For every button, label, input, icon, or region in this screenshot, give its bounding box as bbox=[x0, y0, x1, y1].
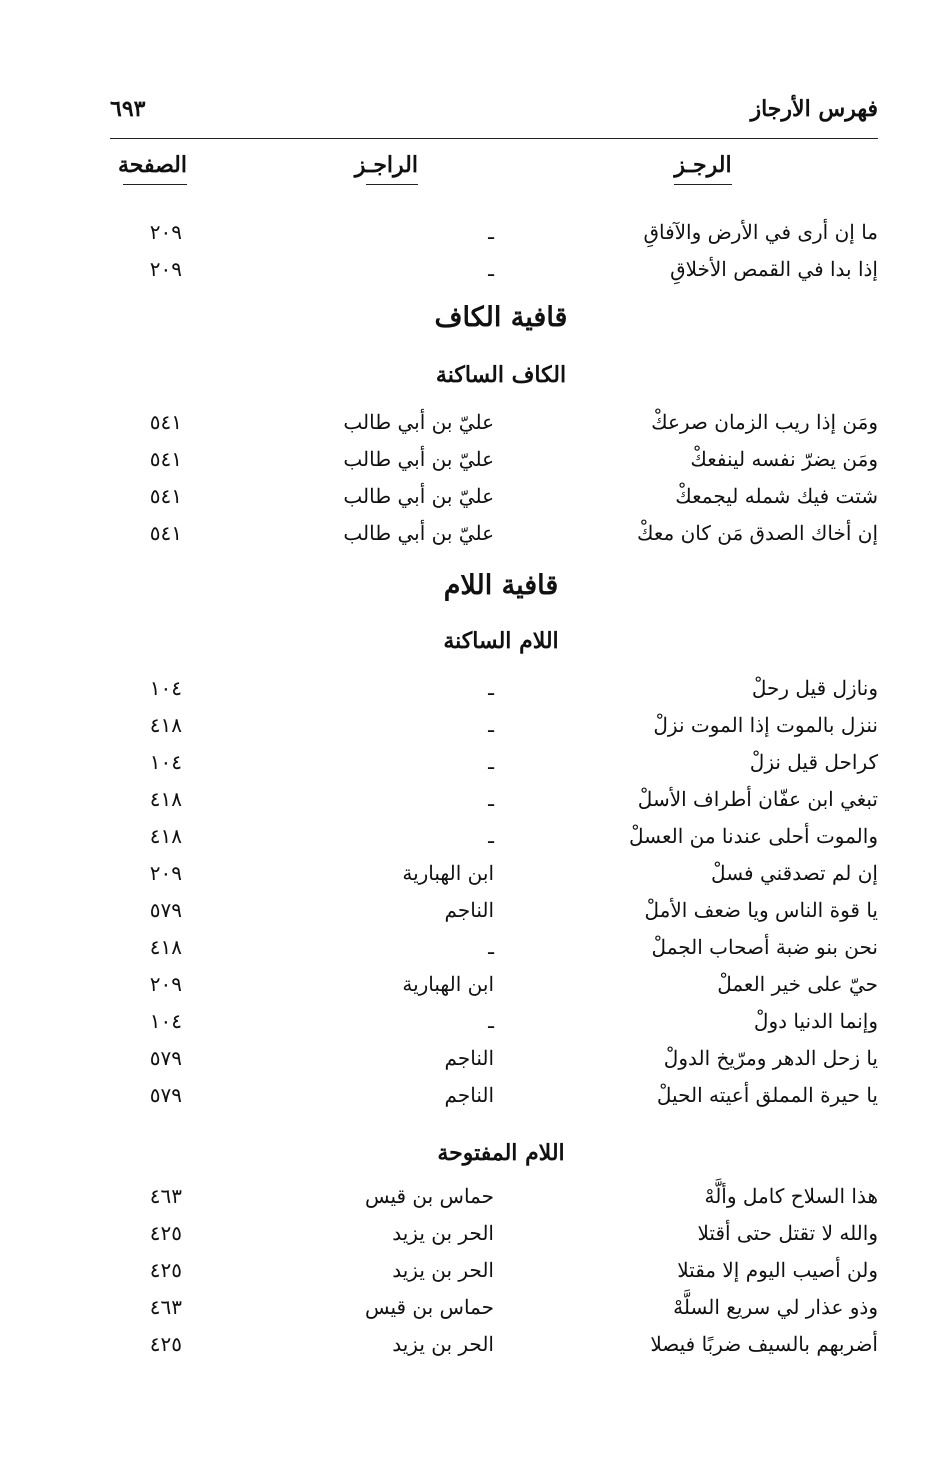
poet-name: ـ bbox=[488, 1009, 494, 1033]
poet-name: حماس بن قيس bbox=[364, 1295, 494, 1319]
index-row bbox=[0, 898, 950, 936]
poet-name: عليّ بن أبي طالب bbox=[343, 484, 494, 508]
page-ref: ٥٧٩ bbox=[149, 1046, 182, 1070]
index-row bbox=[0, 447, 950, 485]
index-row bbox=[0, 861, 950, 899]
verse-text: يا زحل الدهر ومرّيخ الدولْ bbox=[663, 1046, 878, 1070]
verse-text: ومَن يضرّ نفسه لينفعكْ bbox=[690, 447, 878, 471]
poet-name: ابن الهبارية bbox=[402, 972, 494, 996]
verse-text: شتت فيك شمله ليجمعكْ bbox=[675, 484, 878, 508]
column-header-page bbox=[117, 152, 187, 185]
verse-text: تبغي ابن عفّان أطراف الأسلْ bbox=[637, 787, 878, 811]
index-row bbox=[0, 1221, 950, 1259]
poet-name: الحر بن يزيد bbox=[392, 1332, 494, 1356]
poet-name: ـ bbox=[488, 787, 494, 811]
verse-text: ولن أصيب اليوم إلا مقتلا bbox=[677, 1258, 878, 1282]
poet-name: ـ bbox=[488, 824, 494, 848]
index-row bbox=[0, 972, 950, 1010]
verse-text: إذا بدا في القمص الأخلاقِ bbox=[670, 257, 878, 281]
section-heading-major bbox=[0, 570, 950, 601]
index-row bbox=[0, 1295, 950, 1333]
index-row bbox=[0, 484, 950, 522]
page-ref: ٥٧٩ bbox=[149, 898, 182, 922]
poet-name: الناجم bbox=[444, 1083, 494, 1107]
page-ref: ٤٢٥ bbox=[149, 1258, 182, 1282]
verse-text: يا حيرة المملق أعيته الحيلْ bbox=[656, 1083, 878, 1107]
index-row bbox=[0, 1009, 950, 1047]
page-ref: ١٠٤ bbox=[149, 1009, 182, 1033]
verse-text: نحن بنو ضبة أصحاب الجملْ bbox=[651, 935, 878, 959]
poet-name: الحر بن يزيد bbox=[392, 1221, 494, 1245]
verse-text: والموت أحلى عندنا من العسلْ bbox=[628, 824, 878, 848]
page-ref: ١٠٤ bbox=[149, 750, 182, 774]
index-row bbox=[0, 787, 950, 825]
poet-name: ـ bbox=[488, 676, 494, 700]
index-row bbox=[0, 220, 950, 258]
poet-name: ـ bbox=[488, 220, 494, 244]
index-row bbox=[0, 1046, 950, 1084]
column-header-rajaz bbox=[674, 152, 732, 185]
poet-name: عليّ بن أبي طالب bbox=[343, 410, 494, 434]
section-heading-minor bbox=[0, 362, 950, 388]
column-header-underline bbox=[366, 184, 418, 185]
verse-text: ونازل قيل رحلْ bbox=[751, 676, 878, 700]
index-row bbox=[0, 410, 950, 448]
poet-name: عليّ بن أبي طالب bbox=[343, 447, 494, 471]
verse-text: ننزل بالموت إذا الموت نزلْ bbox=[653, 713, 878, 737]
index-row bbox=[0, 1332, 950, 1370]
verse-text: حيّ على خير العملْ bbox=[717, 972, 878, 996]
page-ref: ٤٢٥ bbox=[149, 1332, 182, 1356]
page-ref: ٢٠٩ bbox=[149, 861, 182, 885]
index-row bbox=[0, 713, 950, 751]
poet-name: ـ bbox=[488, 257, 494, 281]
page-ref: ٢٠٩ bbox=[149, 257, 182, 281]
running-head-title: فهرس الأرجاز bbox=[750, 96, 878, 122]
verse-text: والله لا تقتل حتى أقتلا bbox=[697, 1221, 878, 1245]
poet-name: ـ bbox=[488, 713, 494, 737]
poet-name: حماس بن قيس bbox=[364, 1184, 494, 1208]
index-row bbox=[0, 1083, 950, 1121]
verse-text: ومَن إذا ريب الزمان صرعكْ bbox=[651, 410, 878, 434]
column-header-raajiz bbox=[354, 152, 418, 185]
index-row bbox=[0, 676, 950, 714]
page-ref: ٢٠٩ bbox=[149, 220, 182, 244]
index-row bbox=[0, 1258, 950, 1296]
poet-name: الحر بن يزيد bbox=[392, 1258, 494, 1282]
header-rule bbox=[110, 138, 878, 139]
verse-text: أضربهم بالسيف ضربًا فيصلا bbox=[650, 1332, 878, 1356]
page-ref: ٥٤١ bbox=[149, 484, 182, 508]
verse-text: يا قوة الناس ويا ضعف الأملْ bbox=[644, 898, 878, 922]
running-head bbox=[110, 96, 878, 136]
verse-text: إن أخاك الصدق مَن كان معكْ bbox=[637, 521, 878, 545]
page-ref: ٤٦٣ bbox=[149, 1184, 182, 1208]
page-ref: ٤١٨ bbox=[149, 713, 182, 737]
column-header-underline bbox=[674, 184, 732, 185]
section-heading-major bbox=[0, 302, 950, 333]
page-ref: ٤٢٥ bbox=[149, 1221, 182, 1245]
verse-text: كراحل قيل نزلْ bbox=[749, 750, 878, 774]
page-ref: ٥٤١ bbox=[149, 410, 182, 434]
verse-text: وإنما الدنيا دولْ bbox=[753, 1009, 878, 1033]
poet-name: الناجم bbox=[444, 1046, 494, 1070]
page-ref: ٤١٨ bbox=[149, 935, 182, 959]
section-title: اللام المفتوحة bbox=[437, 1140, 565, 1166]
section-heading-minor bbox=[0, 628, 950, 654]
verse-text: وذو عذار لي سريع السلَّهْ bbox=[673, 1295, 878, 1319]
page-number: ٦٩٣ bbox=[110, 96, 146, 122]
page-ref: ٤١٨ bbox=[149, 824, 182, 848]
column-header-underline bbox=[123, 184, 187, 185]
section-title: اللام الساكنة bbox=[443, 628, 559, 654]
section-heading-minor bbox=[0, 1140, 950, 1166]
page-ref: ٥٤١ bbox=[149, 521, 182, 545]
column-header-rajaz-label: الرجـز bbox=[674, 152, 732, 178]
index-row bbox=[0, 750, 950, 788]
poet-name: ـ bbox=[488, 935, 494, 959]
poet-name: الناجم bbox=[444, 898, 494, 922]
page-ref: ١٠٤ bbox=[149, 676, 182, 700]
verse-text: هذا السلاح كامل وألَّهْ bbox=[704, 1184, 878, 1208]
column-header-raajiz-label: الراجـز bbox=[354, 152, 418, 178]
index-row bbox=[0, 935, 950, 973]
page-ref: ٥٧٩ bbox=[149, 1083, 182, 1107]
poet-name: عليّ بن أبي طالب bbox=[343, 521, 494, 545]
section-title: قافية الكاف bbox=[434, 302, 568, 333]
index-row bbox=[0, 1184, 950, 1222]
index-row bbox=[0, 257, 950, 295]
page-ref: ٥٤١ bbox=[149, 447, 182, 471]
section-title: الكاف الساكنة bbox=[435, 362, 567, 388]
column-header-page-label: الصفحة bbox=[117, 152, 187, 178]
poet-name: ـ bbox=[488, 750, 494, 774]
page-ref: ٤١٨ bbox=[149, 787, 182, 811]
index-row bbox=[0, 521, 950, 559]
index-row bbox=[0, 824, 950, 862]
page-ref: ٢٠٩ bbox=[149, 972, 182, 996]
verse-text: إن لم تصدقني فسلْ bbox=[711, 861, 878, 885]
verse-text: ما إن أرى في الأرض والآفاقِ bbox=[643, 220, 878, 244]
poet-name: ابن الهبارية bbox=[402, 861, 494, 885]
section-title: قافية اللام bbox=[443, 570, 559, 601]
page-ref: ٤٦٣ bbox=[149, 1295, 182, 1319]
